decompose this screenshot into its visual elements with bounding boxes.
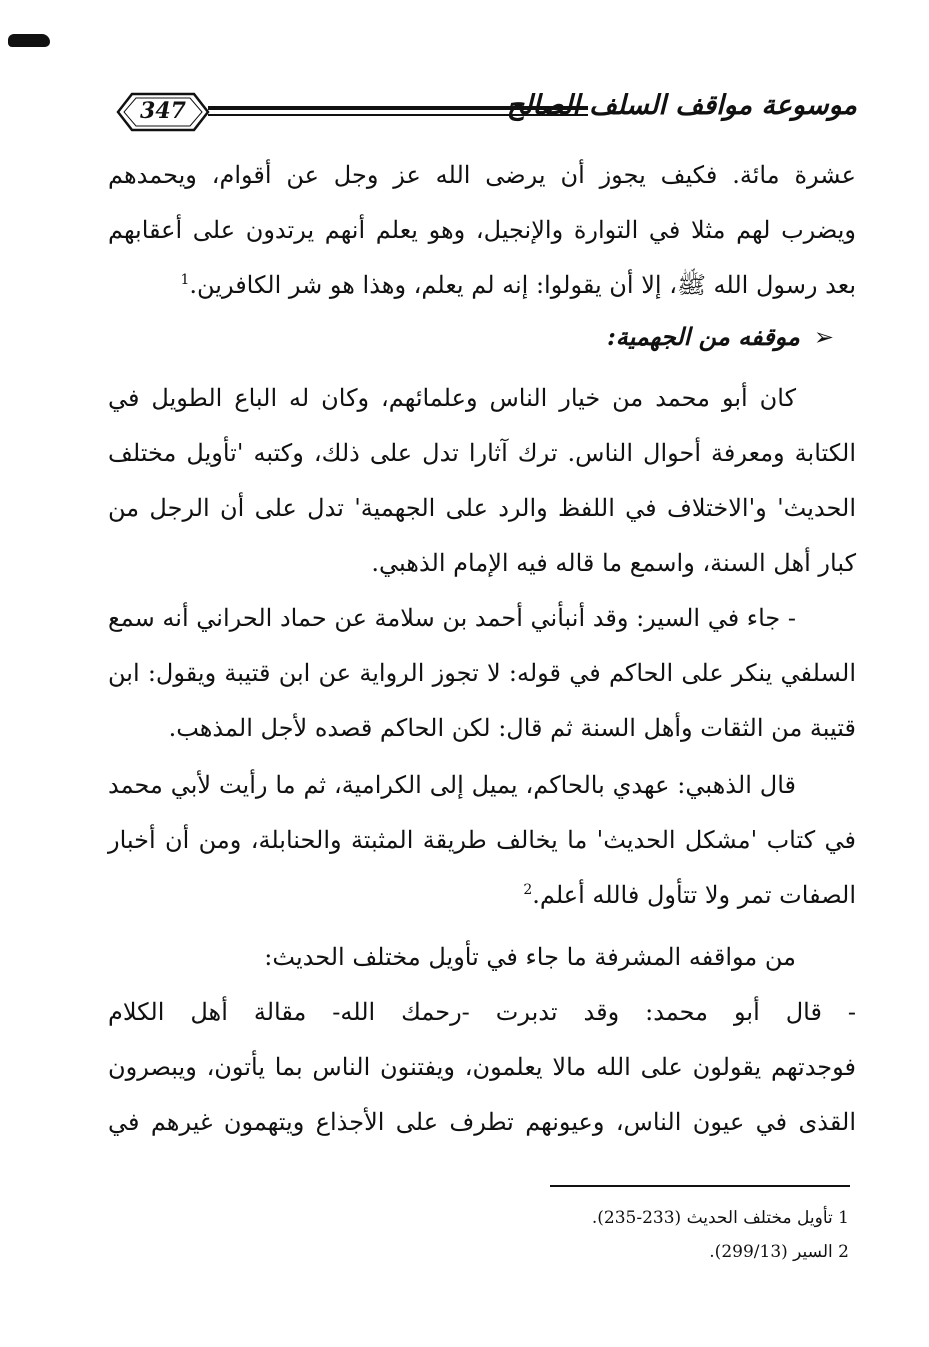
page-number: 347 (140, 98, 186, 124)
text-line (523, 875, 856, 915)
text-line: قتيبة من الثقات وأهل السنة ثم قال: لكن الحاكم قصده لأجل المذهب. (168, 714, 856, 742)
footnote-number: 2 (838, 1242, 849, 1262)
arrow-bullet-icon: ➢ (813, 323, 834, 351)
footnote-text: تأويل مختلف الحديث (233-235). (591, 1208, 833, 1228)
text-line: القذى في عيون الناس، وعيونهم تطرف على الأجذاع ويتهمون غيرهم في (108, 1108, 856, 1136)
text-line: ويضرب لهم مثلا في التوارة والإنجيل، وهو يعلم أنهم يرتدون على أعقابهم (108, 216, 856, 244)
text-line-content: الصفات تمر ولا تتأول فالله أعلم. (532, 881, 856, 909)
text-line: فوجدتهم يقولون على الله مالا يعلمون، ويفتنون الناس بما يأتون، ويبصرون (108, 1053, 857, 1081)
text-line: - قال أبو محمد: وقد تدبرت -رحمك الله- مقالة أهل الكلام (108, 998, 856, 1026)
text-line-content: بعد رسول الله ﷺ، إلا أن يقولوا: إنه لم يعلم، وهذا هو شر الكافرين. (189, 271, 856, 299)
text-line: كان أبو محمد من خيار الناس وعلمائهم، وكان له الباع الطويل في (108, 384, 796, 412)
page-header (112, 84, 857, 154)
text-line: - جاء في السير: وقد أنبأني أحمد بن سلامة عن حماد الحراني أنه سمع (108, 604, 796, 632)
footnote-number: 1 (838, 1208, 849, 1228)
scan-artifact-mark (8, 34, 50, 47)
section-heading-text: موقفه من الجهمية: (606, 322, 800, 351)
text-line: قال الذهبي: عهدي بالحاكم، يميل إلى الكرامية، ثم ما رأيت لأبي محمد (108, 771, 796, 799)
text-line: الحديث' و'الاختلاف في اللفظ والرد على الجهمية' تدل على أن الرجل من (108, 494, 857, 522)
footnote-2 (709, 1242, 849, 1262)
footnote-text: السير (299/13). (709, 1242, 833, 1262)
section-heading (607, 322, 834, 351)
text-line (180, 265, 856, 305)
text-line: من مواقفه المشرفة ما جاء في تأويل مختلف الحديث: (264, 943, 796, 971)
footnote-ref: 2 (523, 882, 533, 898)
footnote-divider (550, 1185, 850, 1187)
footnote-ref: 1 (180, 272, 190, 288)
text-line: عشرة مائة. فكيف يجوز أن يرضى الله عز وجل عن أقوام، ويحمدهم (108, 161, 856, 189)
footnote-1 (592, 1208, 849, 1228)
text-line: الكتابة ومعرفة أحوال الناس. ترك آثارا تدل على ذلك، وكتبه 'تأويل مختلف (108, 439, 856, 467)
text-line: السلفي ينكر على الحاكم في قوله: لا تجوز الرواية عن ابن قتيبة ويقول: ابن (108, 659, 856, 687)
text-line: كبار أهل السنة، واسمع ما قاله فيه الإمام الذهبي. (371, 549, 856, 577)
series-title: موسوعة مواقف السلف الصالح (506, 90, 857, 121)
text-line: في كتاب 'مشكل الحديث' ما يخالف طريقة المثبتة والحنابلة، ومن أن أخبار (108, 826, 856, 854)
